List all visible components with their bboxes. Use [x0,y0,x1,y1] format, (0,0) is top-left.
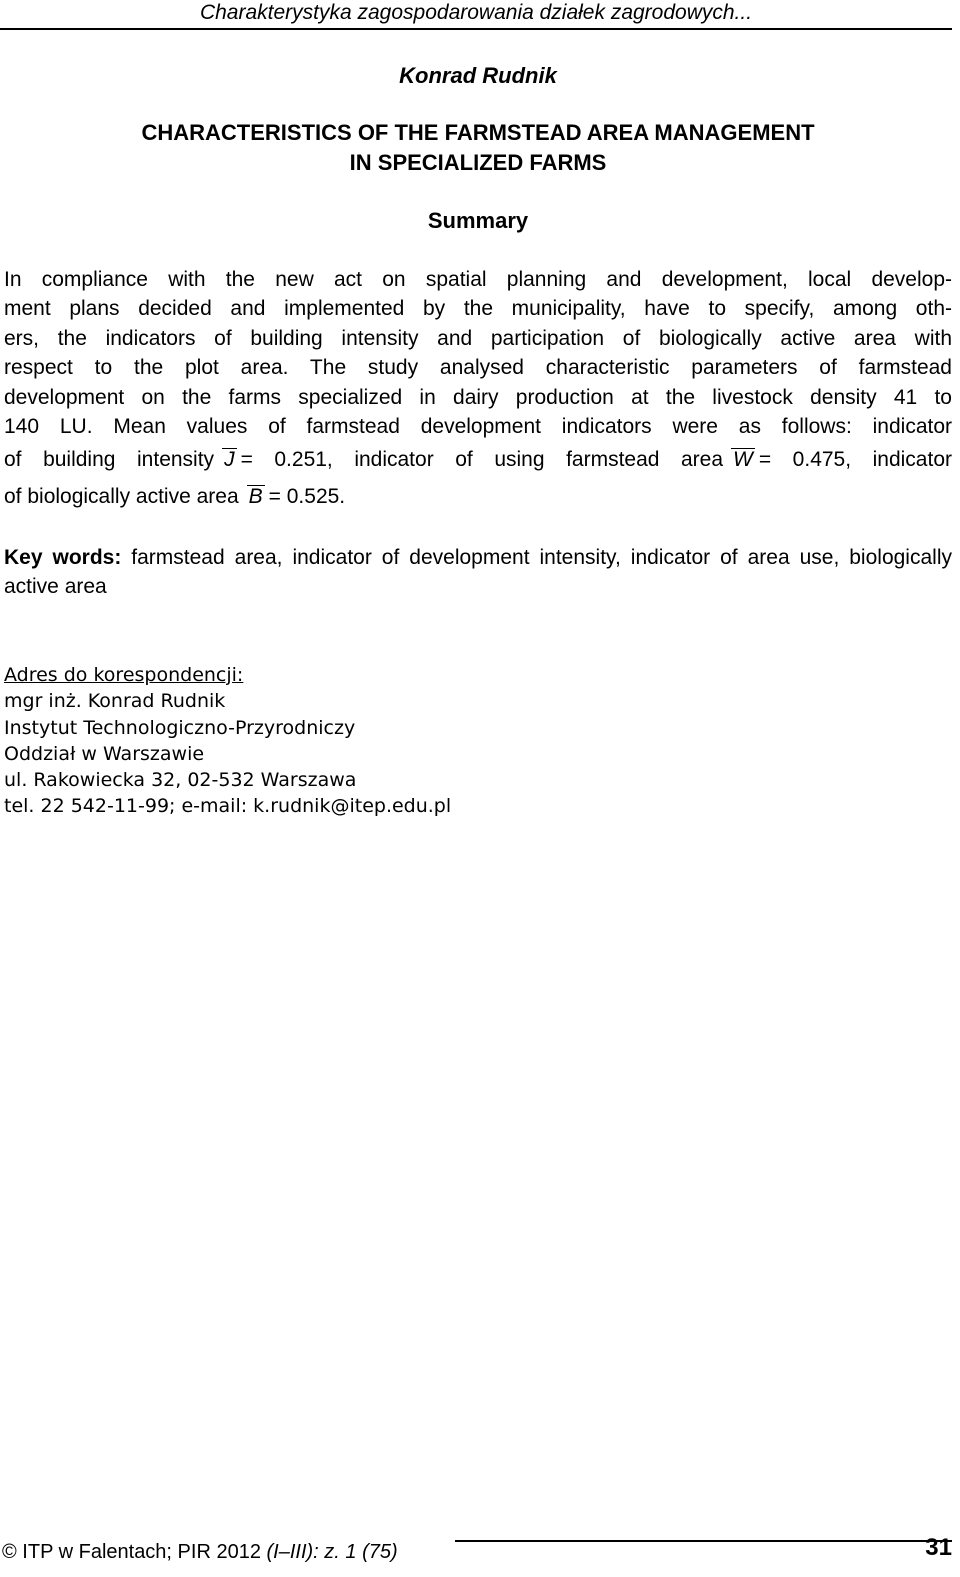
abstract-line-indicators [4,441,952,478]
footer-rule [455,1540,952,1542]
abstract-line: respect to the plot area. The study analysed characteristic parameters of farmstead [4,356,952,380]
author-name: Konrad Rudnik [399,63,557,88]
article-title-line-2: IN SPECIALIZED FARMS [349,150,607,175]
symbol-b-bar: B [248,485,263,509]
correspondence-street: ul. Rakowiecka 32, 02-532 Warszawa [4,769,357,792]
running-title: Charakterystyka zagospodarowania działek zagrodowych... [199,1,753,24]
abstract-line: 140 LU. Mean values of farmstead development indicators were as follows: indicator [4,415,952,439]
article-title-line-1: CHARACTERISTICS OF THE FARMSTEAD AREA MANAGEMENT [141,120,815,145]
abstract-line: ers, the indicators of building intensity and participation of biologically active area with [4,326,952,350]
footer-issue: (I–III): z. 1 (75) [266,1541,398,1563]
keywords-label: Key words: [4,546,122,569]
article-title [0,118,956,178]
page-number: 31 [925,1534,952,1561]
abstract-line: In compliance with the new act on spatial planning and development, local develop- [4,268,952,291]
abstract-paragraph [4,265,952,515]
correspondence-branch: Oddział w Warszawie [4,742,205,765]
correspondence-name: mgr inż. Konrad Rudnik [4,690,226,713]
correspondence-label: Adres do korespondencji: [4,664,244,686]
footer-citation [2,1538,398,1566]
abstract-text: of building intensity [4,448,215,472]
footer-copyright: © ITP w Falentach; PIR 2012 [2,1541,261,1563]
summary-heading: Summary [427,208,529,233]
symbol-w-bar: W [733,448,753,472]
abstract-line-last [4,478,952,515]
correspondence-address [4,662,451,820]
abstract-text: = 0.525. [268,485,346,509]
correspondence-institute: Instytut Technologiczno-Przyrodniczy [4,716,356,739]
abstract-text: = 0.475, indicator [758,448,952,472]
abstract-text: of biologically active area [4,485,239,509]
abstract-line: ment plans decided and implemented by the municipality, have to specify, among oth- [4,297,952,321]
abstract-line: development on the farms specialized in dairy production at the livestock density 41 to [4,385,952,409]
keywords-paragraph [4,543,952,602]
keywords-text: farmstead area, indicator of development intensity, indicator of area use, biologically active area [4,546,952,599]
abstract-text: = 0.251, indicator of using farmstead area [240,448,724,472]
running-header [0,0,952,30]
correspondence-contact: tel. 22 542-11-99; e-mail: k.rudnik@itep.edu.pl [4,795,452,818]
symbol-j-bar: J [224,448,235,472]
